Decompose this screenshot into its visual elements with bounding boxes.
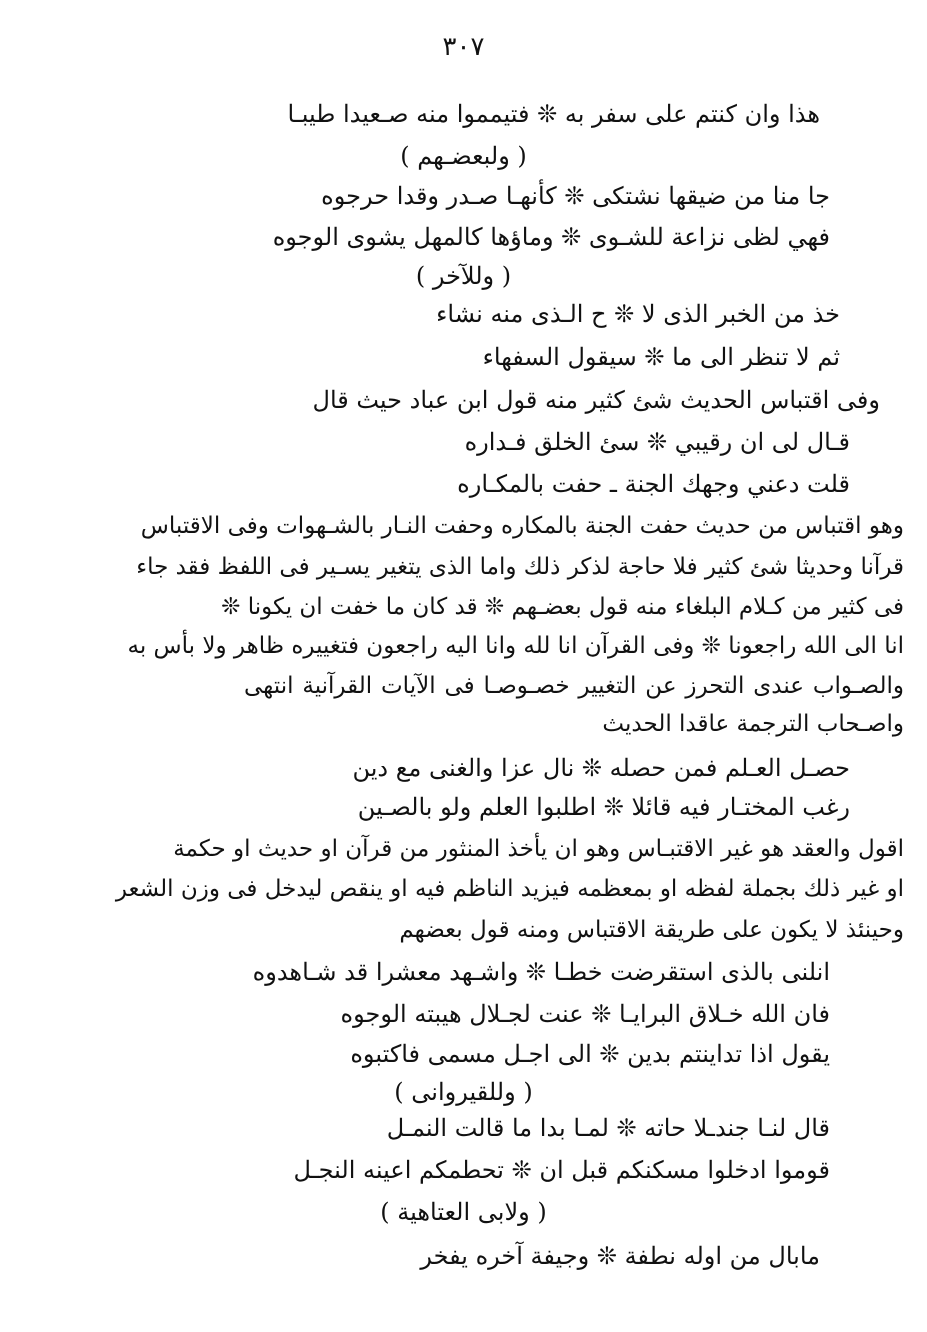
verse-line: حصـل العـلم فمن حصله ❊ نال عزا والغنى مع دين [352, 754, 850, 782]
verse-line: خذ من الخبر الذى لا ❊ ح الـذى منه نشاء [436, 300, 840, 328]
prose-line: وهو اقتباس من حديث حفت الجنة بالمكاره وحفت النـار بالشـهوات وفى الاقتباس [140, 513, 904, 539]
prose-line: وحينئذ لا يكون على طريقة الاقتباس ومنه قول بعضهم [399, 917, 904, 943]
prose-line: او غير ذلك بجملة لفظه او بمعظمه فيزيد الناظم فيه او ينقص ليدخل فى وزن الشعر [115, 876, 904, 902]
page-number: ٣٠٧ [442, 32, 485, 62]
section-heading: ( ولابى العتاهية ) [380, 1198, 547, 1226]
verse-line: مابال من اوله نطفة ❊ وجيفة آخره يفخر [420, 1242, 820, 1270]
verse-line: قلت دعني وجهك الجنة ـ حفت بالمكـاره [457, 470, 850, 498]
verse-line: انلنى بالذى استقرضت خطـا ❊ واشـهد معشرا قد شـاهدوه [252, 958, 830, 986]
verse-line: جا منا من ضيقها نشتكى ❊ كأنهـا صـدر وقدا حرجوه [321, 182, 830, 210]
section-heading: ( وللآخر ) [415, 262, 512, 290]
verse-line: فهي لظى نزاعة للشـوى ❊ وماؤها كالمهل يشوى الوجوه [272, 223, 830, 251]
verse-line: قال لنـا جندـلا حاته ❊ لمـا بدا ما قالت النمـل [386, 1114, 830, 1142]
verse-line: قوموا ادخلوا مسكنكم قبل ان ❊ تحطمكم اعينه النجـل [293, 1156, 830, 1184]
prose-line: واصـحاب الترجمة عاقدا الحديث [602, 711, 904, 737]
section-heading: ( ولبعضـهم ) [400, 142, 527, 170]
prose-line: اقول والعقد هو غير الاقتبـاس وهو ان يأخذ المنثور من قرآن او حديث او حكمة [173, 836, 904, 862]
verse-line: ثم لا تنظر الى ما ❊ سيقول السفهاء [482, 343, 840, 371]
verse-line: رغب المختـار فيه قائلا ❊ اطلبوا العلم ولو بالصـين [357, 793, 850, 821]
verse-line: فان الله خـلاق البرايـا ❊ عنت لجـلال هيبته الوجوه [340, 1000, 830, 1028]
section-heading: ( وللقيروانى ) [394, 1078, 533, 1106]
verse-line: هذا وان كنتم على سفر به ❊ فتيمموا منه صـعيدا طيبـا [287, 100, 820, 128]
prose-line: فى كثير من كـلام البلغاء منه قول بعضـهم ❊ قد كان ما خفت ان يكونا ❊ [221, 594, 904, 620]
prose-line: قرآنا وحديثا شئ كثير فلا حاجة لذكر ذلك واما الذى يتغير يسـير فى اللفظ فقد جاء [136, 554, 904, 580]
prose-line: وفى اقتباس الحديث شئ كثير منه قول ابن عباد حيث قال [312, 386, 880, 414]
prose-line: والصـواب عندى التحرز عن التغيير خصـوصـا فى الآيات القرآنية انتهى [244, 673, 904, 699]
verse-line: قـال لى ان رقيبي ❊ سئ الخلق فـداره [464, 428, 850, 456]
prose-line: انا الى الله راجعونا ❊ وفى القرآن انا لله وانا اليه راجعون فتغييره ظاهر ولا بأس به [127, 633, 904, 659]
verse-line: يقول اذا تداينتم بدين ❊ الى اجـل مسمى فاكتبوه [350, 1040, 830, 1068]
